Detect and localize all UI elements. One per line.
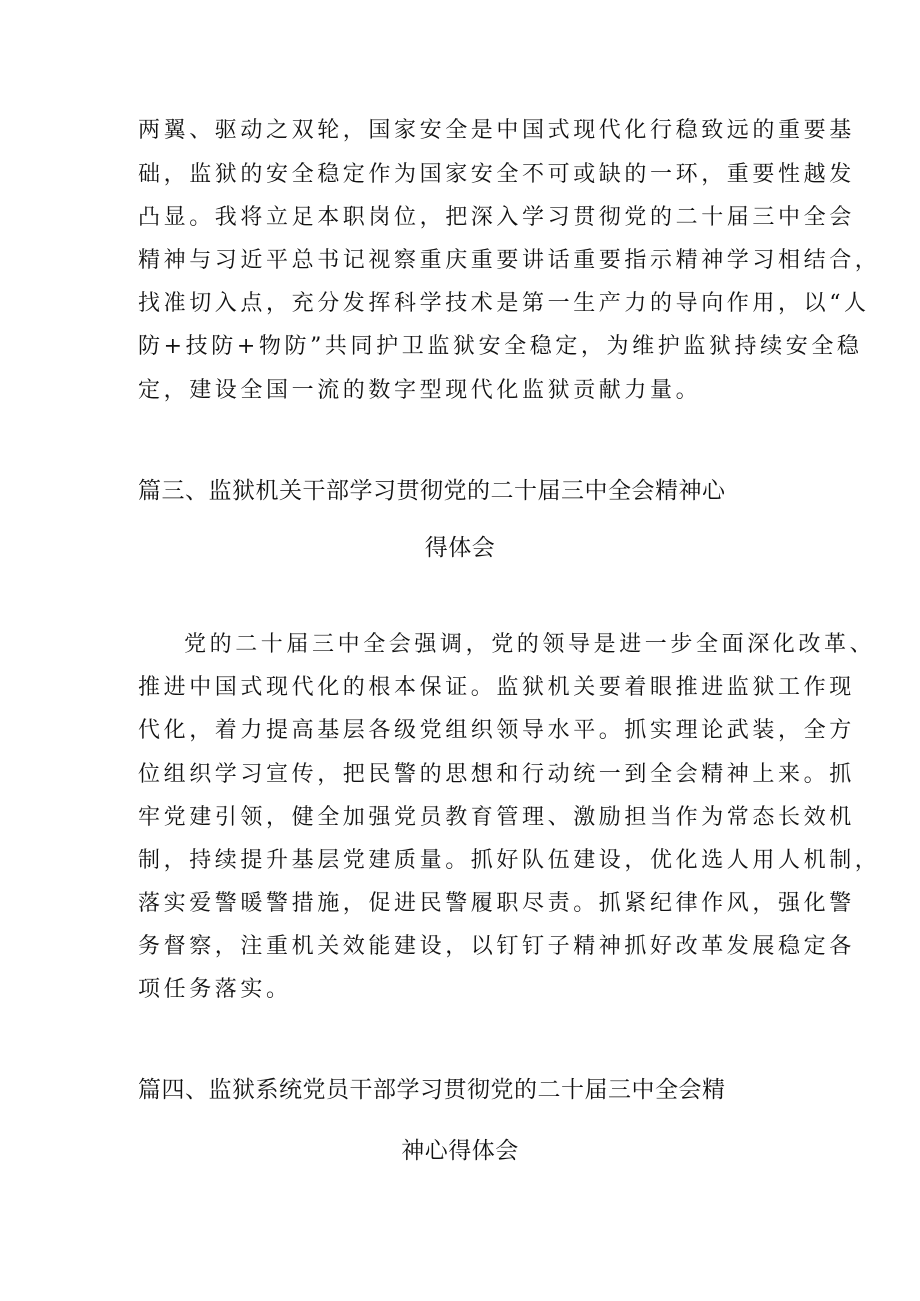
paragraph-line: 务督察，注重机关效能建设，以钉钉子精神抓好改革发展稳定各 bbox=[138, 934, 855, 959]
section-3-title-line-2: 得体会 bbox=[424, 535, 496, 561]
paragraph-line: 凸显。我将立足本职岗位，把深入学习贯彻党的二十届三中全会 bbox=[138, 205, 855, 230]
paragraph-line: 础，监狱的安全稳定作为国家安全不可或缺的一环，重要性越发 bbox=[138, 162, 855, 187]
section-4-title-line-1: 篇四、监狱系统党员干部学习贯彻党的二十届三中全会精 bbox=[138, 1077, 726, 1103]
paragraph-line: 党的二十届三中全会强调，党的领导是进一步全面深化改革、 bbox=[184, 632, 876, 657]
paragraph-line: 制，持续提升基层党建质量。抓好队伍建设，优化选人用人机制， bbox=[138, 848, 881, 873]
paragraph-line: 定，建设全国一流的数字型现代化监狱贡献力量。 bbox=[138, 378, 702, 403]
paragraph-line: 防+技防+物防”共同护卫监狱安全稳定，为维护监狱持续安全稳 bbox=[138, 334, 863, 359]
paragraph-line: 代化，着力提高基层各级党组织领导水平。抓实理论武装，全方 bbox=[138, 718, 855, 743]
section-3-title-line-1: 篇三、监狱机关干部学习贯彻党的二十届三中全会精神心 bbox=[138, 478, 726, 504]
paragraph-line: 两翼、驱动之双轮，国家安全是中国式现代化行稳致远的重要基 bbox=[138, 118, 855, 143]
paragraph-line: 精神与习近平总书记视察重庆重要讲话重要指示精神学习相结合， bbox=[138, 248, 881, 273]
paragraph-line: 牢党建引领，健全加强党员教育管理、激励担当作为常态长效机 bbox=[138, 805, 855, 830]
paragraph-line: 找准切入点，充分发挥科学技术是第一生产力的导向作用，以“人 bbox=[138, 291, 870, 316]
paragraph-line: 推进中国式现代化的根本保证。监狱机关要着眼推进监狱工作现 bbox=[138, 675, 855, 700]
paragraph-line: 位组织学习宣传，把民警的思想和行动统一到全会精神上来。抓 bbox=[138, 762, 855, 787]
section-4-title-line-2: 神心得体会 bbox=[401, 1138, 519, 1164]
paragraph-line: 项任务落实。 bbox=[138, 977, 292, 1002]
paragraph-line: 落实爱警暖警措施，促进民警履职尽责。抓紧纪律作风，强化警 bbox=[138, 891, 855, 916]
